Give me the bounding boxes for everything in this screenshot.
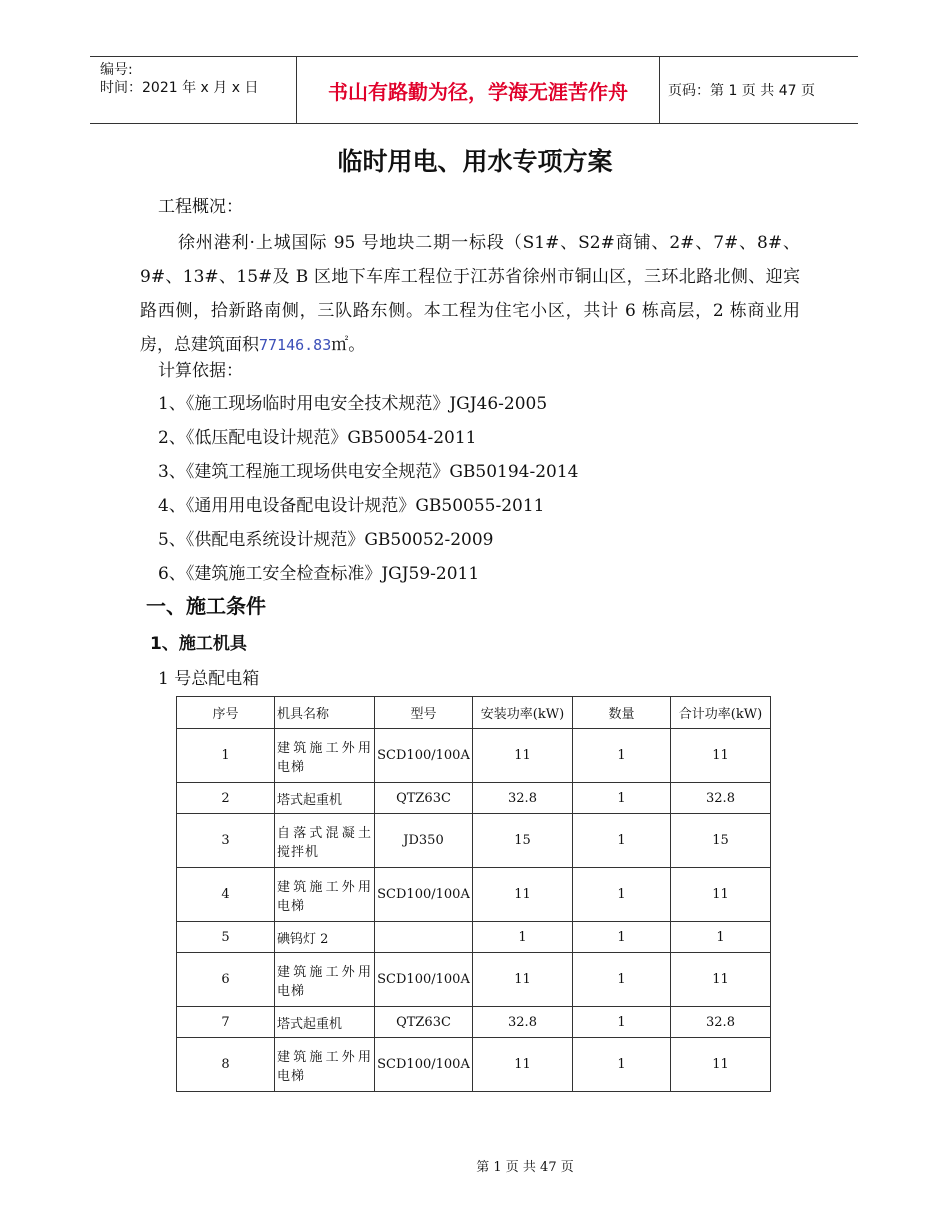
table-cell: 建筑施工外用电梯: [275, 868, 375, 922]
basis-heading: 计算依据：: [158, 361, 243, 381]
box-label: 1 号总配电箱: [158, 669, 260, 689]
table-cell: 32.8: [671, 783, 771, 814]
table-cell: 32.8: [671, 1007, 771, 1038]
table-cell: 1: [573, 1038, 671, 1092]
section-heading: 一、施工条件: [146, 594, 266, 618]
basis-item: 5、《供配电系统设计规范》GB50052-2009: [158, 530, 494, 550]
header-cell: 型号: [375, 697, 473, 729]
serial-label: 编号:: [100, 62, 133, 78]
table-cell: SCD100/100A: [375, 953, 473, 1007]
table-cell: 11: [671, 729, 771, 783]
overview-area: 77146.83: [259, 336, 332, 354]
table-cell: 4: [177, 868, 275, 922]
page-footer: 第 1 页 共 47 页: [476, 1160, 574, 1175]
overview-paragraph: [140, 226, 800, 362]
header-motto: 书山有路勤为径，学海无涯苦作舟: [296, 57, 660, 123]
table-cell: 11: [473, 953, 573, 1007]
table-row: [177, 729, 771, 783]
table-cell: 1: [573, 729, 671, 783]
table-row: [177, 1007, 771, 1038]
table-cell: JD350: [375, 814, 473, 868]
table-row: [177, 814, 771, 868]
table-cell: 11: [671, 1038, 771, 1092]
basis-item: 6、《建筑施工安全检查标准》JGJ59-2011: [158, 564, 480, 584]
basis-item: 3、《建筑工程施工现场供电安全规范》GB50194-2014: [158, 462, 579, 482]
header-cell: 安装功率(kW): [473, 697, 573, 729]
basis-item: 1、《施工现场临时用电安全技术规范》JGJ46-2005: [158, 394, 548, 414]
table-cell: 1: [671, 922, 771, 953]
table-cell: 8: [177, 1038, 275, 1092]
table-cell: 建筑施工外用电梯: [275, 953, 375, 1007]
table-cell: 6: [177, 953, 275, 1007]
overview-unit: ㎡。: [331, 335, 366, 355]
subsection-heading: 1、施工机具: [150, 634, 247, 654]
table-cell: SCD100/100A: [375, 868, 473, 922]
overview-text: 徐州港利·上城国际 95 号地块二期一标段（S1#、S2#商铺、2#、7#、8#、9#、13#、15#及 B 区地下车库工程位于江苏省徐州市铜山区，三环北路北侧、迎宾路西侧，拾新路南侧，三队路东侧。本工程为住宅小区，共计 6 栋高层，2 栋商业用房，总建筑面积: [140, 233, 800, 355]
table-cell: 碘钨灯 2: [275, 922, 375, 953]
table-cell: QTZ63C: [375, 1007, 473, 1038]
table-cell: 2: [177, 783, 275, 814]
document-title: 临时用电、用水专项方案: [337, 147, 613, 176]
table-cell: 1: [573, 953, 671, 1007]
header-cell: 序号: [177, 697, 275, 729]
table-cell: 建筑施工外用电梯: [275, 1038, 375, 1092]
header-page-info: 页码：第 1 页 共 47 页: [668, 83, 815, 99]
table-cell: 5: [177, 922, 275, 953]
table-row: [177, 922, 771, 953]
table-cell: 3: [177, 814, 275, 868]
table-cell: [375, 922, 473, 953]
table-cell: 1: [473, 922, 573, 953]
table-cell: 32.8: [473, 1007, 573, 1038]
table-row: [177, 953, 771, 1007]
basis-item: 2、《低压配电设计规范》GB50054-2011: [158, 428, 477, 448]
table-cell: 11: [473, 1038, 573, 1092]
table-cell: 11: [671, 868, 771, 922]
table-row: [177, 783, 771, 814]
table-cell: 1: [177, 729, 275, 783]
table-cell: 塔式起重机: [275, 783, 375, 814]
table-cell: SCD100/100A: [375, 729, 473, 783]
equipment-table: [176, 696, 771, 1092]
time-label: 时间：2021 年 x 月 x 日: [100, 80, 259, 96]
table-cell: 1: [573, 783, 671, 814]
overview-heading: 工程概况：: [158, 197, 243, 217]
table-cell: 1: [573, 814, 671, 868]
table-cell: 1: [573, 868, 671, 922]
table-cell: 32.8: [473, 783, 573, 814]
header-cell: 合计功率(kW): [671, 697, 771, 729]
table-header-row: [177, 697, 771, 729]
table-cell: 建筑施工外用电梯: [275, 729, 375, 783]
header-cell: 机具名称: [275, 697, 375, 729]
table-cell: 15: [671, 814, 771, 868]
table-cell: 塔式起重机: [275, 1007, 375, 1038]
header-meta: [90, 57, 296, 123]
header-table: [90, 56, 858, 124]
table-cell: 11: [473, 868, 573, 922]
table-cell: 7: [177, 1007, 275, 1038]
table-cell: 11: [473, 729, 573, 783]
header-cell: 数量: [573, 697, 671, 729]
table-cell: 自落式混凝土搅拌机: [275, 814, 375, 868]
table-row: [177, 868, 771, 922]
table-cell: QTZ63C: [375, 783, 473, 814]
table-cell: SCD100/100A: [375, 1038, 473, 1092]
table-row: [177, 1038, 771, 1092]
table-cell: 1: [573, 1007, 671, 1038]
table-cell: 1: [573, 922, 671, 953]
basis-item: 4、《通用用电设备配电设计规范》GB50055-2011: [158, 496, 545, 516]
table-cell: 15: [473, 814, 573, 868]
table-cell: 11: [671, 953, 771, 1007]
